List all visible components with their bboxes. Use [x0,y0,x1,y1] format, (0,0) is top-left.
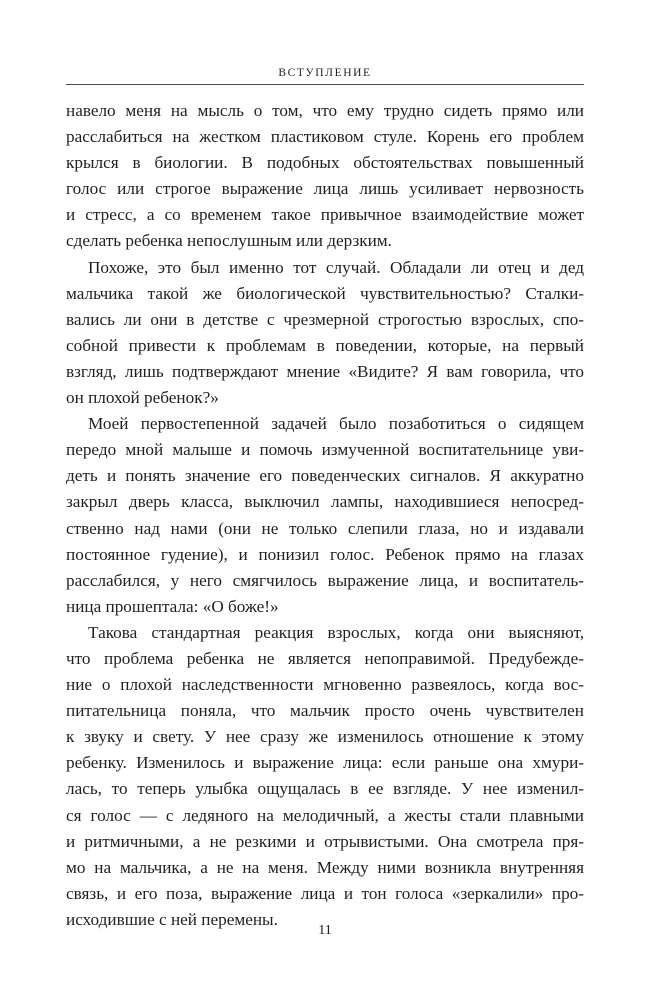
page-number: 11 [318,923,332,938]
text-line: к звуку и свету. У нее сразу же изменилось отношение к этому [66,727,584,747]
paragraph-1 [66,98,584,255]
text-line: и стресс, а со временем такое привычное взаимодействие может [66,205,584,225]
text-line: закрыл дверь класса, выключил лампы, находившиеся непосред- [66,492,584,512]
text-line: лась, то теперь улыбка ощущалась в ее взгляде. У нее изменил- [66,779,584,799]
text-line: ся голос — с ледяного на мелодичный, а жесты стали плавными [66,805,584,825]
text-line: Похоже, это был именно тот случай. Обладали ли отец и дед [88,257,584,277]
text-line: он плохой ребенок?» [66,388,219,408]
text-line: сделать ребенка непослушным или дерзким. [66,231,392,251]
paragraph-4 [66,620,584,933]
text-line: мо на мальчика, а не на меня. Между ними возникла внутренняя [66,857,584,877]
text-line: ственно над нами (они не только слепили глаза, но и издавали [66,518,584,538]
text-line: мальчика такой же биологической чувствительностью? Сталки- [66,283,584,303]
text-line: передо мной малыше и помочь измученной воспитательнице уви- [66,440,584,460]
text-line: постоянное гудение), и понизил голос. Ребенок прямо на глазах [66,544,584,564]
text-line: исходившие с ней перемены. [66,909,278,929]
text-line: ница прошептала: «О боже!» [66,596,279,616]
text-line: питательница поняла, что мальчик просто очень чувствителен [66,701,584,721]
running-head: ВСТУПЛЕНИЕ [278,67,372,79]
text-line: ребенку. Изменилось и выражение лица: если раньше она хмури- [66,753,584,773]
text-line: расслабиться на жестком пластиковом стуле. Корень его проблем [66,127,584,147]
text-line: что проблема ребенка не является непоправимой. Предубежде- [66,648,584,668]
paragraph-2 [66,255,584,412]
body-text [66,98,584,933]
text-line: ние о плохой наследственности мгновенно развеялось, когда вос- [66,675,584,695]
header-rule [66,84,584,85]
text-line: деть и понять значение его поведенческих сигналов. Я аккуратно [66,466,584,486]
text-line: Такова стандартная реакция взрослых, когда они выясняют, [88,622,584,642]
text-line: связь, и его поза, выражение лица и тон голоса «зеркалили» про- [66,883,584,903]
text-line: крылся в биологии. В подобных обстоятельствах повышенный [66,153,584,173]
text-line: голос или строгое выражение лица лишь усиливает нервозность [66,179,584,199]
text-line: Моей первостепенной задачей было позаботиться о сидящем [88,414,584,434]
paragraph-3 [66,411,584,620]
text-line: навело меня на мысль о том, что ему трудно сидеть прямо или [66,101,584,120]
text-line: вались ли они в детстве с чрезмерной строгостью взрослых, спо- [66,309,584,329]
text-line: собной привести к проблемам в поведении, которые, на первый [66,335,584,355]
text-line: расслабился, у него смягчилось выражение лица, и воспитатель- [66,570,584,590]
text-line: и ритмичными, а не резкими и отрывистыми. Она смотрела пря- [66,831,584,851]
text-line: взгляд, лишь подтверждают мнение «Видите? Я вам говорила, что [66,361,584,381]
